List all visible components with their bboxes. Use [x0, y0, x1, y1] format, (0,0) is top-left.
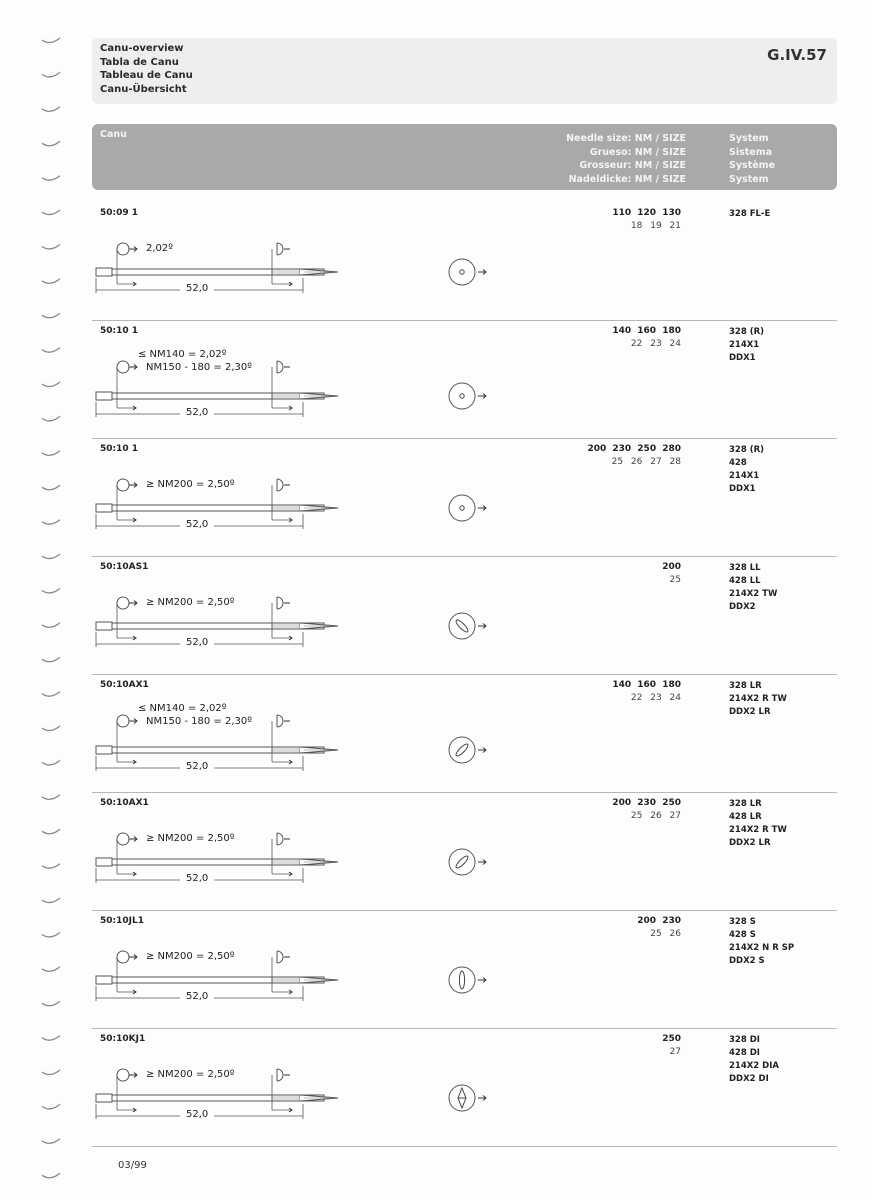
system-item: 328 LR: [729, 799, 762, 809]
size-values: 25 26 27: [630, 811, 681, 821]
binder-hole: [42, 348, 60, 353]
nm-values: 200 230: [637, 916, 681, 926]
system-item: DDX2 DI: [729, 1074, 769, 1084]
needle-drawing: [92, 1028, 837, 1146]
angle-line: ≥ NM200 = 2,50º: [146, 597, 235, 608]
needle-size-es: Grueso: NM / SIZE: [589, 146, 686, 158]
system-list: [729, 444, 764, 496]
system-item: 428 DI: [729, 1048, 760, 1058]
size-values: 27: [669, 1047, 681, 1057]
footer-date: 03/99: [118, 1160, 147, 1171]
binder-hole: [42, 692, 60, 697]
size-values: 22 23 24: [630, 339, 681, 349]
binder-hole: [42, 141, 60, 146]
binder-hole: [42, 176, 60, 181]
page-id: G.IV.57: [767, 46, 827, 64]
binder-hole: [42, 623, 60, 628]
binder-hole: [42, 1139, 60, 1144]
size-values: 25 26: [650, 929, 681, 939]
point-symbol: [449, 967, 486, 993]
system-item: 214X1: [729, 471, 760, 481]
nm-values: 140 160 180: [612, 680, 681, 690]
needle-size-en: Needle size: NM / SIZE: [566, 133, 686, 144]
binder-hole: [42, 588, 60, 593]
title-en: Canu-overview: [100, 43, 184, 54]
angle-spec: [146, 596, 234, 609]
size-values: 18 19 21: [630, 221, 681, 231]
angle-spec: [146, 1068, 234, 1081]
binder-hole: [42, 107, 60, 112]
length-value: 52,0: [186, 637, 209, 648]
canu-code: 50:10JL1: [100, 916, 144, 926]
angle-line: NM150 - 180 = 2,30º: [146, 716, 252, 727]
canu-code: 50:10AS1: [100, 562, 149, 572]
length-value: 52,0: [186, 407, 209, 418]
length-value: 52,0: [186, 991, 209, 1002]
table-row: [92, 556, 837, 675]
canu-code: 50:10 1: [100, 326, 139, 336]
angle-line: ≤ NM140 = 2,02º: [138, 349, 227, 360]
canu-code: 50:10 1: [100, 444, 139, 454]
point-symbol: [449, 383, 486, 409]
size-values: 25: [669, 575, 681, 585]
canu-code: 50:10AX1: [100, 680, 149, 690]
binder-hole: [42, 1036, 60, 1041]
needle-drawing: [92, 910, 837, 1028]
canu-code: 50:10KJ1: [100, 1034, 146, 1044]
point-symbol: [449, 613, 486, 639]
binder-hole: [42, 795, 60, 800]
binder-hole: [42, 554, 60, 559]
size-values: 25 26 27 28: [611, 457, 681, 467]
system-item: 214X1: [729, 340, 760, 350]
system-es: Sistema: [729, 146, 773, 158]
system-list: [729, 326, 764, 365]
table-row: [92, 438, 837, 557]
system-en: System: [729, 133, 769, 144]
table-row: [92, 320, 837, 439]
system-item: DDX2 S: [729, 956, 765, 966]
system-list: [729, 680, 787, 719]
length-value: 52,0: [186, 761, 209, 772]
binder-hole: [42, 520, 60, 525]
binder-holes: [36, 30, 66, 1180]
angle-spec: [146, 242, 173, 255]
angle-spec: [146, 478, 234, 491]
column-needle-size: [566, 132, 686, 186]
binder-hole: [42, 829, 60, 834]
system-item: 428 S: [729, 930, 756, 940]
system-item: 328 DI: [729, 1035, 760, 1045]
point-symbol: [449, 1085, 486, 1111]
needle-drawing: [92, 792, 837, 910]
system-item: 428: [729, 458, 747, 468]
nm-values: 250: [662, 1034, 681, 1044]
page-header: [92, 38, 837, 104]
system-item: 214X2 TW: [729, 589, 778, 599]
length-value: 52,0: [186, 519, 209, 530]
binder-hole: [42, 210, 60, 215]
table-row: [92, 674, 837, 793]
binder-hole: [42, 1070, 60, 1075]
binder-hole: [42, 382, 60, 387]
angle-line: ≥ NM200 = 2,50º: [146, 1069, 235, 1080]
system-item: DDX1: [729, 484, 756, 494]
system-item: 214X2 DIA: [729, 1061, 779, 1071]
table-row: [92, 910, 837, 1029]
canu-code: 50:10AX1: [100, 798, 149, 808]
table-row: [92, 792, 837, 911]
needle-drawing: [92, 556, 837, 674]
needle-drawing: [92, 202, 837, 320]
canu-code: 50:09 1: [100, 208, 139, 218]
binder-hole: [42, 1173, 60, 1178]
binder-hole: [42, 485, 60, 490]
angle-line: 2,02º: [146, 243, 173, 254]
system-item: DDX2: [729, 602, 756, 612]
needle-size-fr: Grosseur: NM / SIZE: [579, 160, 686, 171]
binder-hole: [42, 932, 60, 937]
binder-hole: [42, 451, 60, 456]
binder-hole: [42, 279, 60, 284]
system-list: [729, 562, 777, 614]
binder-hole: [42, 864, 60, 869]
length-value: 52,0: [186, 873, 209, 884]
length-value: 52,0: [186, 1109, 209, 1120]
system-list: [729, 798, 787, 850]
angle-line: ≥ NM200 = 2,50º: [146, 951, 235, 962]
system-item: DDX1: [729, 353, 756, 363]
size-values: 22 23 24: [630, 693, 681, 703]
system-item: 214X2 R TW: [729, 825, 787, 835]
column-canu: Canu: [100, 129, 127, 140]
title-de: Canu-Übersicht: [100, 83, 187, 95]
length-value: 52,0: [186, 283, 209, 294]
nm-values: 140 160 180: [612, 326, 681, 336]
system-item: 214X2 N R SP: [729, 943, 795, 953]
table-row: [92, 1028, 837, 1147]
system-list: [729, 1034, 779, 1086]
system-item: 328 LL: [729, 563, 761, 573]
angle-spec: [146, 950, 234, 963]
binder-hole: [42, 657, 60, 662]
system-de: System: [729, 173, 769, 185]
angle-spec: [138, 348, 252, 374]
nm-values: 200: [662, 562, 681, 572]
binder-hole: [42, 416, 60, 421]
angle-spec: [146, 832, 234, 845]
angle-line: ≥ NM200 = 2,50º: [146, 833, 235, 844]
point-symbol: [449, 849, 486, 875]
title-es: Tabla de Canu: [100, 56, 179, 68]
table-row: [92, 202, 837, 321]
needle-size-de: Nadeldicke: NM / SIZE: [568, 173, 686, 185]
system-item: 328 LR: [729, 681, 762, 691]
binder-hole: [42, 313, 60, 318]
binder-hole: [42, 72, 60, 77]
system-item: DDX2 LR: [729, 838, 771, 848]
column-system: [729, 132, 775, 186]
system-item: 428 LR: [729, 812, 762, 822]
system-item: 328 (R): [729, 445, 765, 455]
system-list: [729, 916, 794, 968]
binder-hole: [42, 1001, 60, 1006]
system-item: 214X2 R TW: [729, 694, 787, 704]
binder-hole: [42, 1104, 60, 1109]
angle-line: ≥ NM200 = 2,50º: [146, 479, 235, 490]
system-item: 328 (R): [729, 327, 765, 337]
angle-line: NM150 - 180 = 2,30º: [146, 362, 252, 373]
nm-values: 110 120 130: [612, 208, 681, 218]
needle-drawing: [92, 438, 837, 556]
system-item: 328 S: [729, 917, 756, 927]
binder-hole: [42, 967, 60, 972]
needle-drawing: [92, 320, 837, 438]
needle-drawing: [92, 674, 837, 792]
system-fr: Système: [729, 160, 776, 171]
column-header: [92, 124, 837, 190]
binder-hole: [42, 38, 60, 43]
binder-hole: [42, 244, 60, 249]
page-titles: [100, 42, 193, 96]
system-list: [729, 208, 770, 221]
system-item: 428 LL: [729, 576, 761, 586]
binder-hole: [42, 760, 60, 765]
title-fr: Tableau de Canu: [100, 70, 193, 81]
nm-values: 200 230 250: [612, 798, 681, 808]
point-symbol: [449, 737, 486, 763]
angle-line: ≤ NM140 = 2,02º: [138, 703, 227, 714]
point-symbol: [449, 259, 486, 285]
point-symbol: [449, 495, 486, 521]
binder-hole: [42, 898, 60, 903]
binder-hole: [42, 726, 60, 731]
system-item: 328 FL-E: [729, 209, 771, 219]
angle-spec: [138, 702, 252, 728]
nm-values: 200 230 250 280: [587, 444, 681, 454]
system-item: DDX2 LR: [729, 707, 771, 717]
